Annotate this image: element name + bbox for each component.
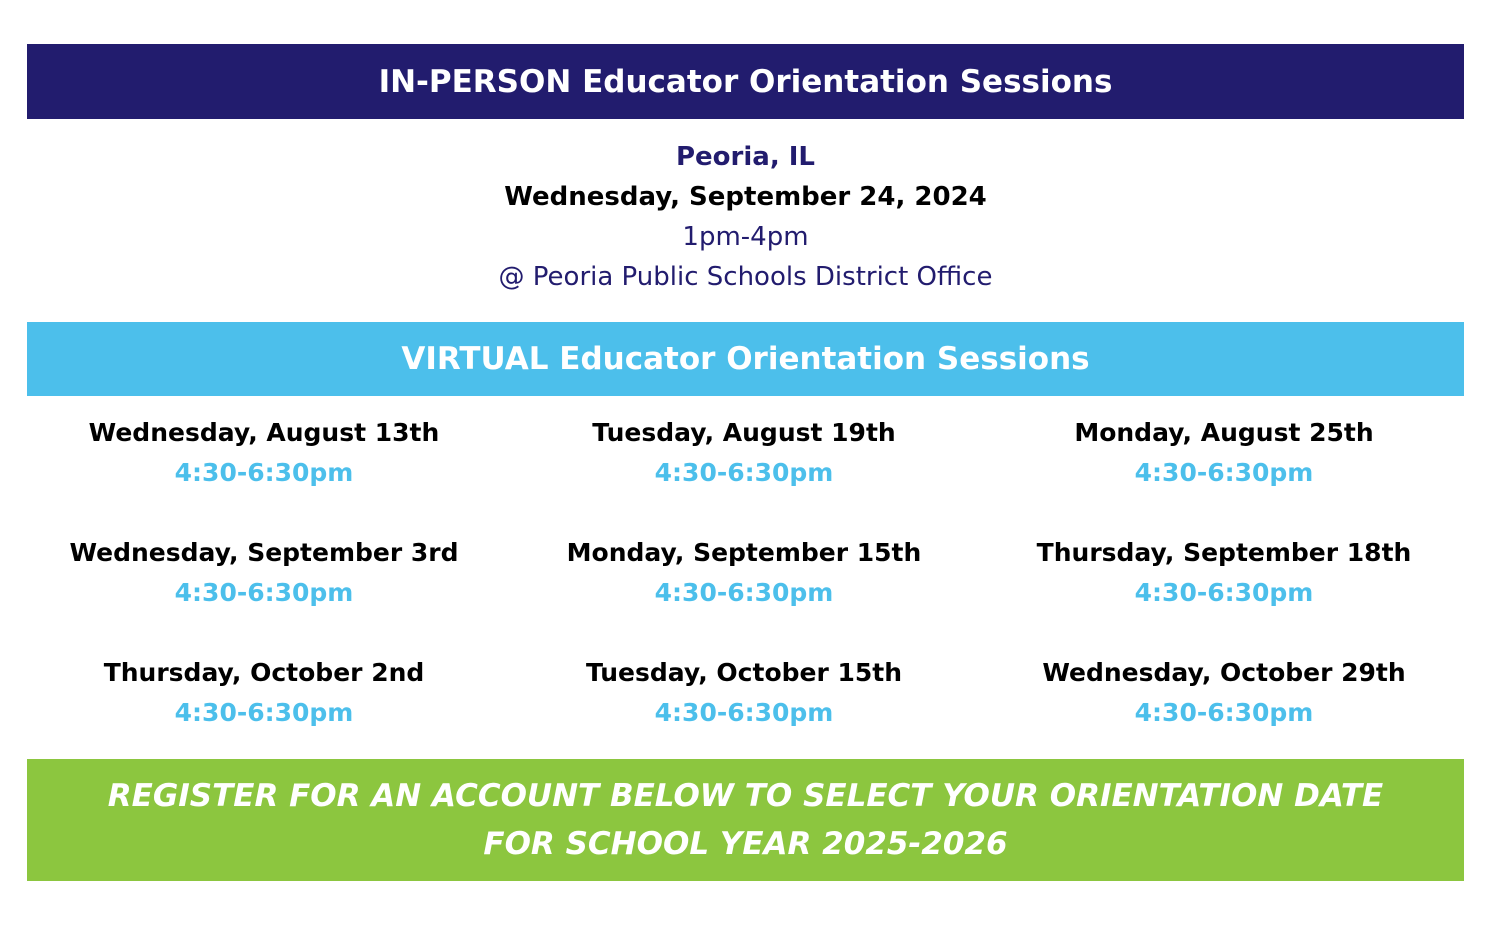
inperson-location: @ Peoria Public Schools District Office: [498, 262, 993, 292]
inperson-heading-banner: [27, 44, 1464, 119]
register-line-1: REGISTER FOR AN ACCOUNT BELOW TO SELECT YOUR ORIENTATION DATE: [107, 778, 1384, 814]
session-time: 4:30-6:30pm: [174, 578, 354, 607]
session-date: Tuesday, October 15th: [585, 658, 903, 687]
inperson-details: [27, 137, 1464, 297]
virtual-heading-banner: [27, 322, 1464, 396]
register-banner[interactable]: [27, 759, 1464, 881]
session-time: 4:30-6:30pm: [1134, 458, 1314, 487]
virtual-sessions-grid: [24, 413, 1464, 773]
session-item: [504, 653, 984, 773]
inperson-heading: IN-PERSON Educator Orientation Sessions: [378, 63, 1113, 100]
session-date: Tuesday, August 19th: [592, 418, 896, 447]
session-date: Wednesday, October 29th: [1042, 658, 1406, 687]
session-date: Thursday, October 2nd: [103, 658, 425, 687]
session-time: 4:30-6:30pm: [654, 458, 834, 487]
session-time: 4:30-6:30pm: [654, 578, 834, 607]
session-item: [24, 533, 504, 653]
session-item: [984, 533, 1464, 653]
session-date: Wednesday, September 3rd: [69, 538, 459, 567]
session-time: 4:30-6:30pm: [174, 698, 354, 727]
session-time: 4:30-6:30pm: [1134, 698, 1314, 727]
session-item: [984, 653, 1464, 773]
inperson-time: 1pm-4pm: [682, 222, 809, 252]
session-date: Monday, September 15th: [566, 538, 922, 567]
session-time: 4:30-6:30pm: [1134, 578, 1314, 607]
inperson-city: Peoria, IL: [675, 142, 815, 172]
session-date: Wednesday, August 13th: [88, 418, 440, 447]
session-date: Thursday, September 18th: [1036, 538, 1412, 567]
session-date: Monday, August 25th: [1074, 418, 1374, 447]
session-item: [24, 413, 504, 533]
session-item: [504, 533, 984, 653]
session-item: [504, 413, 984, 533]
session-time: 4:30-6:30pm: [654, 698, 834, 727]
session-time: 4:30-6:30pm: [174, 458, 354, 487]
session-item: [24, 653, 504, 773]
register-line-2: FOR SCHOOL YEAR 2025-2026: [483, 826, 1008, 862]
virtual-heading: VIRTUAL Educator Orientation Sessions: [401, 341, 1090, 377]
inperson-date: Wednesday, September 24, 2024: [504, 182, 987, 212]
session-item: [984, 413, 1464, 533]
